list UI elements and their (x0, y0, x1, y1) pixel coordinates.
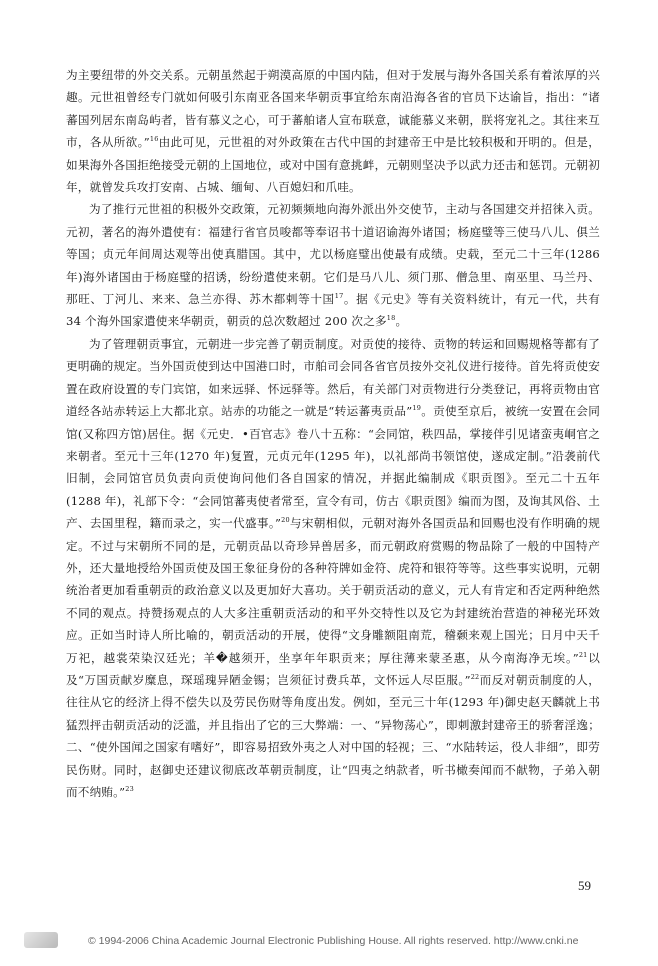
copyright-text: © 1994-2006 China Academic Journal Electronic Publishing House. All rights reserved. http://www.cnki.ne (88, 935, 579, 947)
page-number: 59 (578, 878, 591, 893)
footnote-ref-23: 23 (125, 785, 134, 794)
copyright-footer (0, 930, 658, 954)
footnote-ref-17: 17 (334, 292, 344, 301)
paragraph-3-part-b: 与宋朝相似，元朝对海外各国贡品和回赐也没有作明确的规定。不过与宋朝所不同的是，元朝贡品以奇珍异兽居多，而元朝政府赏赐的物品除了一般的中国特产外，还大量地授给外国贡使及国王象征身份的各种符牌如金符、虎符和银符等等。这些事实说明，元朝统治者更加看重朝贡的政治意义以及更加好大喜功。关于朝贡活动的意义，元人有肯定和否定两种绝然不同的观点。持赞扬观点的人大多注重朝贡活动的和平外交特性以及它为封建统治营造的神秘光环效应。正如当时诗人所比喻的，朝贡活动的开展，使得“文身雕额阻南荒，稽颡来观上国光；日月中天千万祀，越裳荣染汉廷光；羊�越须开，坐享年年职贡来；厚往薄来蒙圣惠，从今南海净无埃。” (66, 516, 601, 665)
paragraph-1-tail: 由此可见，元世祖的对外政策在古代中国的封建帝王中是比较积极和开明的。但是，如果海外各国拒绝接受元朝的上国地位，或对中国有意挑衅，元朝则坚决予以武力还击和惩罚。元朝初年，就曾发兵攻打安南、占城、缅甸、八百媳妇和爪哇。 (66, 135, 601, 195)
paragraph-3-text: 为了管理朝贡事宜，元朝进一步完善了朝贡制度。对贡使的接待、贡物的转运和回赐规格等都有了更明确的规定。当外国贡使到达中国港口时，市舶司会同各省官员按外交礼仪进行接待。首先将贡使安置在政府设置的专门宾馆，如来远驿、怀远驿等。然后，有关部门对贡物进行分类登记，再将贡物由官道经各站赤转运上大都北京。站赤的功能之一就是“转运蕃夷贡品” (66, 336, 600, 419)
paragraph-2-tail: 。据《元史》等有关资料统计，有元一代，共有 34 个海外国家遣使来华朝贡，朝贡的总次数超过 200 次之多 (66, 292, 601, 329)
paragraph-2 (66, 198, 600, 332)
footnote-ref-21: 21 (578, 650, 588, 659)
paragraph-2-text: 为了推行元世祖的积极外交政策，元初频频地向海外派出外交使节，主动与各国建交并招徕入贡。元初，著名的海外遣使有：福建行省官员唆都等奉诏书十道诏谕海外诸国；杨庭璧等三使马八儿、俱兰等国；贞元年间周达观等出使真腊国。其中，尤以杨庭璧出使最有成绩。史载，至元二十三年(1286 年)海外诸国由于杨庭璧的招诱，纷纷遣使来朝。它们是马八儿、须门那、僧急里、南巫里、马兰丹、那旺、丁河儿、来来、急兰亦得、苏木都剌等十国 (66, 202, 600, 307)
paragraph-3-part-c: 以及“万国贡献岁糜息，琛瑶瑰异陋金锡；岂须征讨费兵革，文怀远人尽臣服。” (66, 650, 600, 687)
cnki-logo-icon (24, 932, 58, 948)
footnote-ref-16: 16 (149, 135, 159, 144)
footnote-ref-18: 18 (386, 314, 396, 323)
paragraph-1 (66, 64, 600, 198)
footnote-ref-22: 22 (470, 673, 480, 682)
paragraph-3-part-a: 。贡使至京后，被统一安置在会同馆(又称四方馆)居住。据《元史．•百官志》卷八十五称：“会同馆，秩四品，掌接伴引见诸蛮夷峒官之来朝者。至元十三年(1270 年)复置，元贞元年(1295 年)，以礼部尚书领馆使，遂成定制。”沿袭前代旧制，会同馆官员负责向贡使询问他们各自国家的情况，并据此编制成《职贡图》。至元二十五年(1288 年)，礼部下令：“会同馆蕃夷使者常至，宣令有司，仿古《职贡图》编而为图，及询其风俗、土产、去国里程，籍而录之，实一代盛事。” (66, 404, 600, 531)
paragraph-1-text: 为主要纽带的外交关系。元朝虽然起于朔漠高原的中国内陆，但对于发展与海外各国关系有着浓厚的兴趣。元世祖曾经专门就如何吸引东南亚各国来华朝贡事宜给东南沿海各省的官员下达谕旨，指出：“诸蕃国列居东南岛屿者，皆有慕义之心，可于蕃舶诸人宣布联意，诚能慕义来朝，朕将宠礼之。其往来互市，各从所欲。” (66, 68, 600, 150)
footnote-ref-20: 20 (281, 516, 290, 525)
paragraph-3-part-d: 而反对朝贡制度的人，往往从它的经济上得不偿失以及劳民伤财等角度出发。例如，至元三十年(1293 年)御史赵天麟就上书猛烈抨击朝贡活动的泛滥，并且指出了它的三大弊端：一、“异物荡心”，即刺激封建帝王的骄奢淫逸；二、“使外国闻之国家有嗜好”，即容易招致外夷之人对中国的轻视；三、“水陆转运，役人非细”，即劳民伤财。同时，赵御史还建议彻底改革朝贡制度，让“四夷之纳款者，听书橄奏闻而不献物，子弟入朝而不纳贿。” (66, 672, 600, 799)
paragraph-3 (66, 333, 600, 804)
article-body (66, 64, 600, 803)
footnote-ref-19: 19 (412, 404, 422, 413)
paragraph-2-end: 。 (395, 314, 408, 329)
